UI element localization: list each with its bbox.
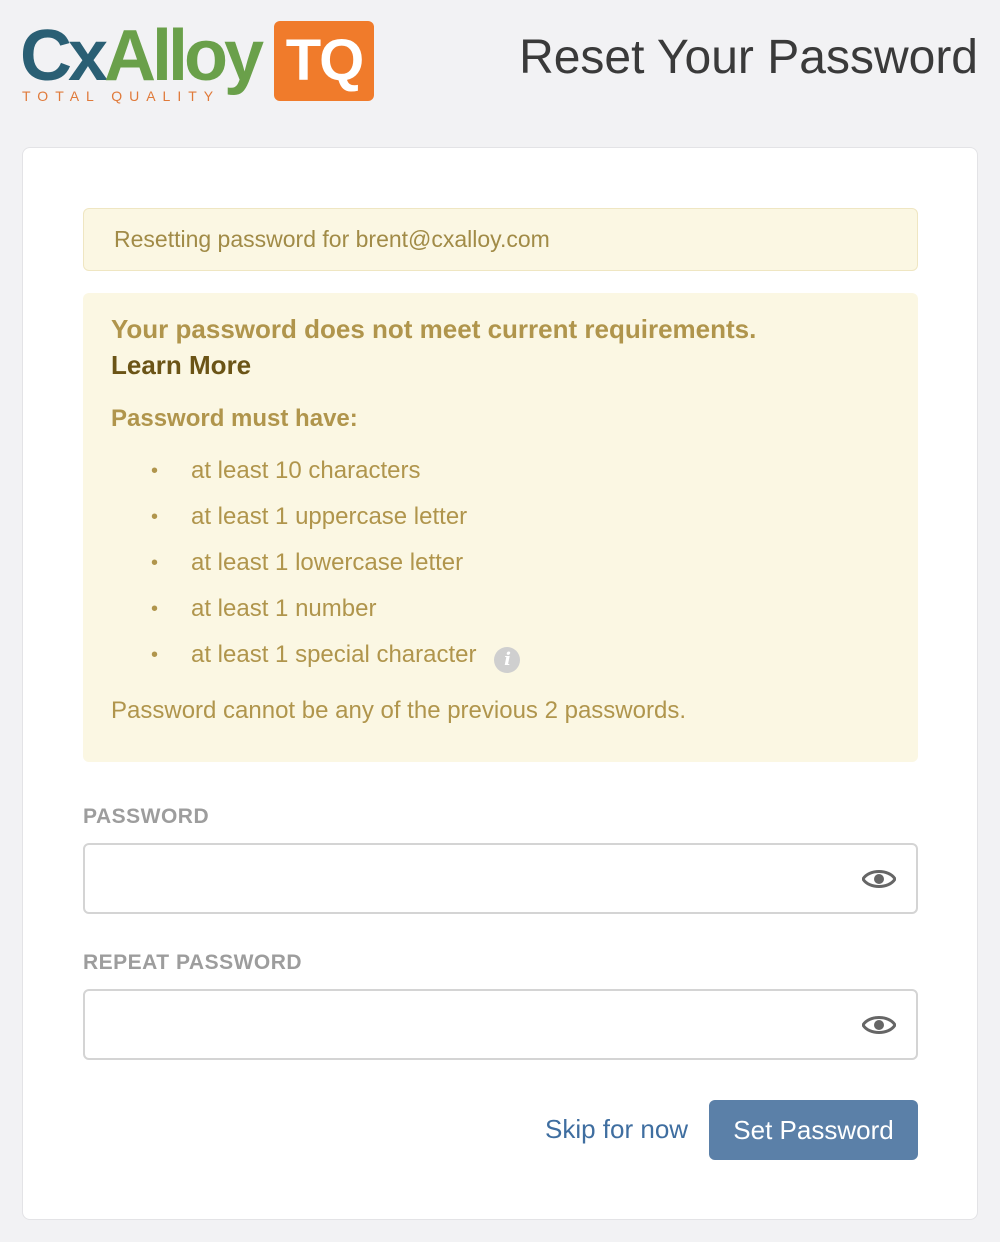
logo-alloy: Alloy [104,16,261,96]
requirement-text: at least 1 special character [191,641,477,668]
skip-for-now-link[interactable]: Skip for now [545,1114,689,1144]
logo-tagline: TOTAL QUALITY [22,88,221,104]
list-item [111,595,890,641]
list-item [111,549,890,595]
requirement-text: at least 1 uppercase letter [191,503,468,530]
logo-tq-badge: TQ [274,21,374,101]
repeat-password-input[interactable] [85,991,845,1058]
requirement-text: at least 10 characters [191,457,421,484]
bullet: • [151,644,159,666]
password-field [83,843,918,914]
requirements-headline: Your password does not meet current requirements. [111,314,757,344]
password-label: PASSWORD [83,805,210,828]
set-password-button[interactable]: Set Password [709,1100,918,1160]
reset-password-card [22,147,978,1220]
password-input[interactable] [85,845,845,912]
info-icon[interactable]: i [494,647,520,673]
bullet: • [151,460,159,482]
password-requirements-box [83,293,918,762]
must-have-heading: Password must have: [111,405,358,432]
repeat-password-label: REPEAT PASSWORD [83,951,303,974]
learn-more-link[interactable]: Learn More [111,350,252,380]
logo-cx: Cx [20,16,105,96]
requirement-text: at least 1 number [191,595,377,622]
repeat-password-field [83,989,918,1060]
list-item [111,503,890,549]
previous-passwords-note: Password cannot be any of the previous 2 passwords. [111,697,686,724]
bullet: • [151,552,159,574]
resetting-for-notice: Resetting password for brent@cxalloy.com [83,208,918,271]
eye-icon[interactable] [862,1013,896,1037]
bullet: • [151,506,159,528]
list-item [111,457,890,503]
eye-icon[interactable] [862,867,896,891]
cxalloy-logo [20,18,380,108]
requirements-list [111,457,890,687]
page-title: Reset Your Password [519,31,978,84]
list-item [111,641,890,687]
requirement-text: at least 1 lowercase letter [191,549,464,576]
bullet: • [151,598,159,620]
